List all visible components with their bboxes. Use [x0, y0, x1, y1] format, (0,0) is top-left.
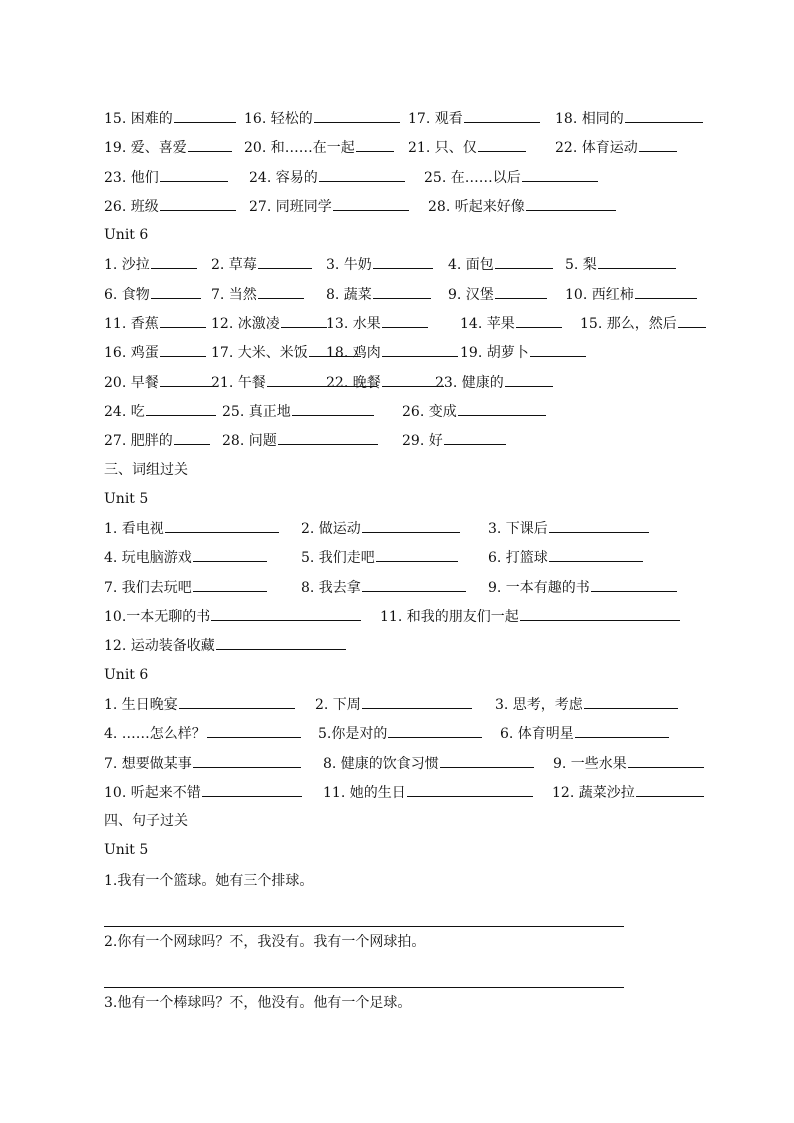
exercise-item — [380, 602, 680, 632]
exercise-item — [428, 192, 616, 222]
answer-blank[interactable] — [211, 602, 361, 621]
exercise-row — [104, 690, 744, 719]
exercise-item — [323, 749, 534, 779]
item-prompt: 10. 听起来不错 — [104, 784, 201, 801]
exercise-item — [104, 543, 267, 573]
item-prompt: 12. 冰激凌 — [211, 316, 280, 333]
exercise-item — [104, 163, 228, 193]
sentence-prompt: 1.我有一个篮球。她有三个排球。 — [104, 872, 314, 889]
exercise-item — [211, 309, 327, 339]
answer-blank[interactable] — [635, 280, 697, 299]
exercise-item — [402, 426, 506, 456]
exercise-row — [104, 749, 744, 778]
unit-label: Unit 5 — [104, 490, 149, 507]
exercise-item — [249, 192, 409, 222]
exercise-row — [104, 250, 744, 279]
item-prompt: 11. 她的生日 — [323, 784, 406, 801]
item-prompt: 27. 肥胖的 — [104, 433, 173, 450]
exercise-item — [555, 133, 677, 163]
worksheet-page — [104, 104, 744, 1018]
exercise-item — [326, 250, 433, 280]
answer-blank[interactable] — [526, 192, 616, 211]
answer-blank[interactable] — [520, 602, 680, 621]
item-prompt: 28. 问题 — [222, 433, 277, 450]
answer-blank[interactable] — [625, 104, 703, 123]
item-prompt: 1. 生日晚宴 — [104, 696, 178, 713]
exercise-item — [408, 104, 540, 134]
answer-blank[interactable] — [207, 719, 301, 738]
exercise-item — [402, 397, 546, 427]
exercise-row — [104, 309, 744, 338]
item-prompt: 6. 体育明星 — [500, 726, 574, 743]
answer-blank[interactable] — [258, 250, 312, 269]
exercise-item — [104, 426, 210, 456]
answer-blank[interactable] — [636, 778, 704, 797]
exercise-item — [104, 719, 301, 749]
exercise-item — [104, 133, 232, 163]
answer-blank[interactable] — [495, 250, 553, 269]
item-prompt: 26. 变成 — [402, 403, 457, 420]
answer-line[interactable] — [104, 957, 624, 988]
answer-blank[interactable] — [281, 309, 327, 328]
answer-blank[interactable] — [591, 573, 677, 592]
item-prompt: 27. 同班同学 — [249, 198, 332, 215]
exercise-item — [104, 778, 302, 808]
answer-blank[interactable] — [598, 250, 676, 269]
item-prompt: 12. 蔬菜沙拉 — [552, 784, 635, 801]
answer-blank[interactable] — [584, 690, 678, 709]
exercise-item — [448, 250, 553, 280]
exercise-item — [553, 749, 704, 779]
answer-blank[interactable] — [373, 250, 433, 269]
answer-blank[interactable] — [319, 163, 405, 182]
exercise-item — [552, 778, 704, 808]
item-prompt: 18. 鸡肉 — [326, 345, 381, 362]
exercise-item — [104, 573, 267, 603]
item-prompt: 2. 下周 — [315, 696, 361, 713]
answer-blank[interactable] — [362, 514, 460, 533]
answer-blank[interactable] — [202, 778, 302, 797]
answer-blank[interactable] — [216, 631, 346, 650]
exercise-item — [301, 543, 458, 573]
item-prompt: 16. 轻松的 — [244, 111, 313, 127]
answer-blank[interactable] — [314, 104, 400, 123]
item-prompt: 24. 吃 — [104, 403, 145, 420]
exercise-item — [104, 309, 206, 339]
item-prompt: 25. 真正地 — [222, 403, 291, 420]
answer-blank[interactable] — [174, 104, 236, 123]
item-prompt: 2. 做运动 — [301, 521, 361, 538]
exercise-item — [555, 104, 703, 134]
item-prompt: 19. 爱、喜爱 — [104, 140, 187, 157]
item-prompt: 1. 沙拉 — [104, 257, 150, 274]
exercise-item — [495, 690, 678, 720]
answer-blank[interactable] — [382, 338, 458, 357]
item-prompt: 29. 好 — [402, 433, 443, 450]
item-prompt: 7. 我们去玩吧 — [104, 579, 192, 596]
answer-blank[interactable] — [151, 250, 197, 269]
exercise-item — [326, 309, 428, 339]
answer-blank[interactable] — [188, 133, 232, 152]
item-prompt: 23. 健康的 — [435, 374, 504, 391]
exercise-item — [301, 573, 466, 603]
exercise-row — [104, 192, 744, 221]
answer-blank[interactable] — [292, 397, 374, 416]
exercise-item — [104, 397, 216, 427]
answer-blank[interactable] — [478, 133, 526, 152]
answer-blank[interactable] — [160, 368, 216, 387]
item-prompt: 8. 健康的饮食习惯 — [323, 755, 439, 772]
answer-blank[interactable] — [333, 192, 409, 211]
exercise-item — [424, 163, 598, 193]
exercise-item — [318, 719, 482, 749]
item-prompt: 24. 容易的 — [249, 169, 318, 186]
item-prompt: 5. 梨 — [565, 257, 597, 274]
item-prompt: 13. 水果 — [326, 316, 381, 333]
unit-label: Unit 6 — [104, 227, 149, 244]
exercise-item — [222, 426, 378, 456]
item-prompt: 15. 困难的 — [104, 111, 173, 127]
exercise-item — [488, 514, 649, 544]
exercise-item — [488, 543, 643, 573]
answer-blank[interactable] — [575, 719, 669, 738]
unit-label: Unit 5 — [104, 842, 149, 859]
exercise-item — [326, 280, 431, 310]
answer-blank[interactable] — [258, 280, 304, 299]
item-prompt: 6. 食物 — [104, 286, 150, 303]
exercise-item — [301, 514, 460, 544]
item-prompt: 9. 一本有趣的书 — [488, 579, 590, 596]
item-prompt: 16. 鸡蛋 — [104, 345, 159, 362]
exercise-item — [460, 338, 586, 368]
item-prompt: 11. 香蕉 — [104, 316, 159, 333]
exercise-row — [104, 397, 744, 426]
exercise-item — [104, 631, 346, 661]
exercise-item — [565, 250, 676, 280]
item-prompt: 25. 在……以后 — [424, 169, 521, 186]
exercise-item — [323, 778, 533, 808]
exercise-row — [104, 543, 744, 572]
exercise-item — [565, 280, 697, 310]
answer-blank[interactable] — [160, 192, 236, 211]
exercise-row — [104, 104, 744, 133]
item-prompt: 12. 运动装备收藏 — [104, 638, 215, 655]
exercise-item — [315, 690, 472, 720]
item-prompt: 9. 一些水果 — [553, 755, 627, 772]
exercise-row — [104, 280, 744, 309]
exercise-item — [104, 338, 206, 368]
answer-blank[interactable] — [495, 280, 547, 299]
item-prompt: 17. 大米、米饭 — [211, 345, 308, 362]
answer-blank[interactable] — [505, 368, 553, 387]
answer-blank[interactable] — [522, 163, 598, 182]
answer-blank[interactable] — [678, 309, 706, 328]
exercise-row — [104, 514, 744, 543]
item-prompt: 26. 班级 — [104, 198, 159, 215]
exercise-row — [104, 368, 744, 397]
item-prompt: 21. 只、仅 — [408, 140, 477, 157]
section-title: 四、句子过关 — [104, 813, 188, 830]
answer-blank[interactable] — [362, 573, 466, 592]
exercise-row — [104, 133, 744, 162]
answer-blank[interactable] — [146, 397, 216, 416]
item-prompt: 1. 看电视 — [104, 521, 164, 538]
item-prompt: 17. 观看 — [408, 111, 463, 127]
exercise-item — [580, 309, 706, 339]
exercise-item — [435, 368, 553, 398]
item-prompt: 4. ……怎么样？ — [104, 726, 206, 743]
item-prompt: 10. 西红柿 — [565, 286, 634, 303]
item-prompt: 20. 早餐 — [104, 374, 159, 391]
answer-blank[interactable] — [278, 426, 378, 445]
answer-blank[interactable] — [160, 309, 206, 328]
exercise-row — [104, 602, 744, 631]
answer-blank[interactable] — [174, 426, 210, 445]
item-prompt: 7. 想要做某事 — [104, 755, 192, 772]
exercise-row — [104, 338, 744, 367]
answer-blank[interactable] — [193, 749, 301, 768]
answer-blank[interactable] — [458, 397, 546, 416]
answer-blank[interactable] — [444, 426, 506, 445]
exercise-row — [104, 719, 744, 748]
answer-blank[interactable] — [362, 690, 472, 709]
exercise-row — [104, 163, 744, 192]
item-prompt: 4. 面包 — [448, 257, 494, 274]
exercise-item — [249, 163, 405, 193]
exercise-item — [488, 573, 677, 603]
answer-blank[interactable] — [382, 309, 428, 328]
answer-blank[interactable] — [376, 543, 458, 562]
answer-blank[interactable] — [628, 749, 704, 768]
item-prompt: 23. 他们 — [104, 169, 159, 186]
item-prompt: 2. 草莓 — [211, 257, 257, 274]
item-prompt: 3. 牛奶 — [326, 257, 372, 274]
item-prompt: 20. 和……在一起 — [244, 140, 355, 157]
item-prompt: 18. 相同的 — [555, 111, 624, 127]
answer-blank[interactable] — [440, 749, 534, 768]
exercise-item — [222, 397, 374, 427]
exercise-item — [104, 602, 361, 632]
item-prompt: 8. 蔬菜 — [326, 286, 372, 303]
item-prompt: 28. 听起来好像 — [428, 198, 525, 215]
item-prompt: 10.一本无聊的书 — [104, 609, 211, 626]
item-prompt: 15. 那么，然后 — [580, 316, 677, 333]
item-prompt: 21. 午餐 — [211, 374, 266, 391]
exercise-item — [104, 368, 216, 398]
exercise-item — [244, 133, 394, 163]
item-prompt: 4. 玩电脑游戏 — [104, 550, 192, 567]
answer-blank[interactable] — [160, 338, 206, 357]
answer-line[interactable] — [104, 896, 624, 927]
item-prompt: 5. 我们走吧 — [301, 550, 375, 567]
exercise-item — [448, 280, 547, 310]
answer-blank[interactable] — [160, 163, 228, 182]
item-prompt: 3. 思考，考虑 — [495, 696, 583, 713]
answer-blank[interactable] — [388, 719, 482, 738]
item-prompt: 22. 体育运动 — [555, 140, 638, 157]
item-prompt: 22. 晚餐 — [326, 374, 381, 391]
item-prompt: 6. 打篮球 — [488, 550, 548, 567]
section-title: 三、词组过关 — [104, 461, 188, 478]
answer-blank[interactable] — [549, 543, 643, 562]
item-prompt: 9. 汉堡 — [448, 286, 494, 303]
answer-blank[interactable] — [549, 514, 649, 533]
exercise-item — [104, 192, 236, 222]
answer-blank[interactable] — [530, 338, 586, 357]
exercise-item — [104, 280, 201, 310]
item-prompt: 7. 当然 — [211, 286, 257, 303]
exercise-row — [104, 426, 744, 455]
answer-blank[interactable] — [165, 514, 279, 533]
exercise-item — [104, 690, 295, 720]
exercise-row — [104, 778, 744, 807]
answer-blank[interactable] — [193, 543, 267, 562]
exercise-item — [326, 368, 444, 398]
sentence-prompt: 2.你有一个网球吗？不，我没有。我有一个网球拍。 — [104, 933, 426, 950]
answer-blank[interactable] — [179, 690, 295, 709]
answer-blank[interactable] — [373, 280, 431, 299]
sentence-prompt: 3.他有一个棒球吗？不，他没有。他有一个足球。 — [104, 994, 412, 1011]
answer-blank[interactable] — [464, 104, 540, 123]
item-prompt: 11. 和我的朋友们一起 — [380, 609, 519, 626]
item-prompt: 19. 胡萝卜 — [460, 345, 529, 362]
exercise-item — [211, 280, 304, 310]
exercise-item — [500, 719, 669, 749]
exercise-row — [104, 573, 744, 602]
unit-label: Unit 6 — [104, 666, 149, 683]
exercise-item — [326, 338, 458, 368]
item-prompt: 14. 苹果 — [460, 316, 515, 333]
answer-blank[interactable] — [151, 280, 201, 299]
answer-blank[interactable] — [516, 309, 562, 328]
item-prompt: 5.你是对的 — [318, 726, 388, 743]
answer-blank[interactable] — [356, 133, 394, 152]
exercise-item — [244, 104, 400, 134]
item-prompt: 8. 我去拿 — [301, 579, 361, 596]
exercise-item — [460, 309, 562, 339]
exercise-item — [104, 250, 197, 280]
exercise-item — [104, 514, 279, 544]
item-prompt: 3. 下课后 — [488, 521, 548, 538]
answer-blank[interactable] — [193, 573, 267, 592]
exercise-row — [104, 631, 744, 660]
exercise-item — [104, 749, 301, 779]
exercise-item — [408, 133, 526, 163]
answer-blank[interactable] — [407, 778, 533, 797]
exercise-item — [104, 104, 236, 134]
exercise-item — [211, 250, 312, 280]
answer-blank[interactable] — [639, 133, 677, 152]
